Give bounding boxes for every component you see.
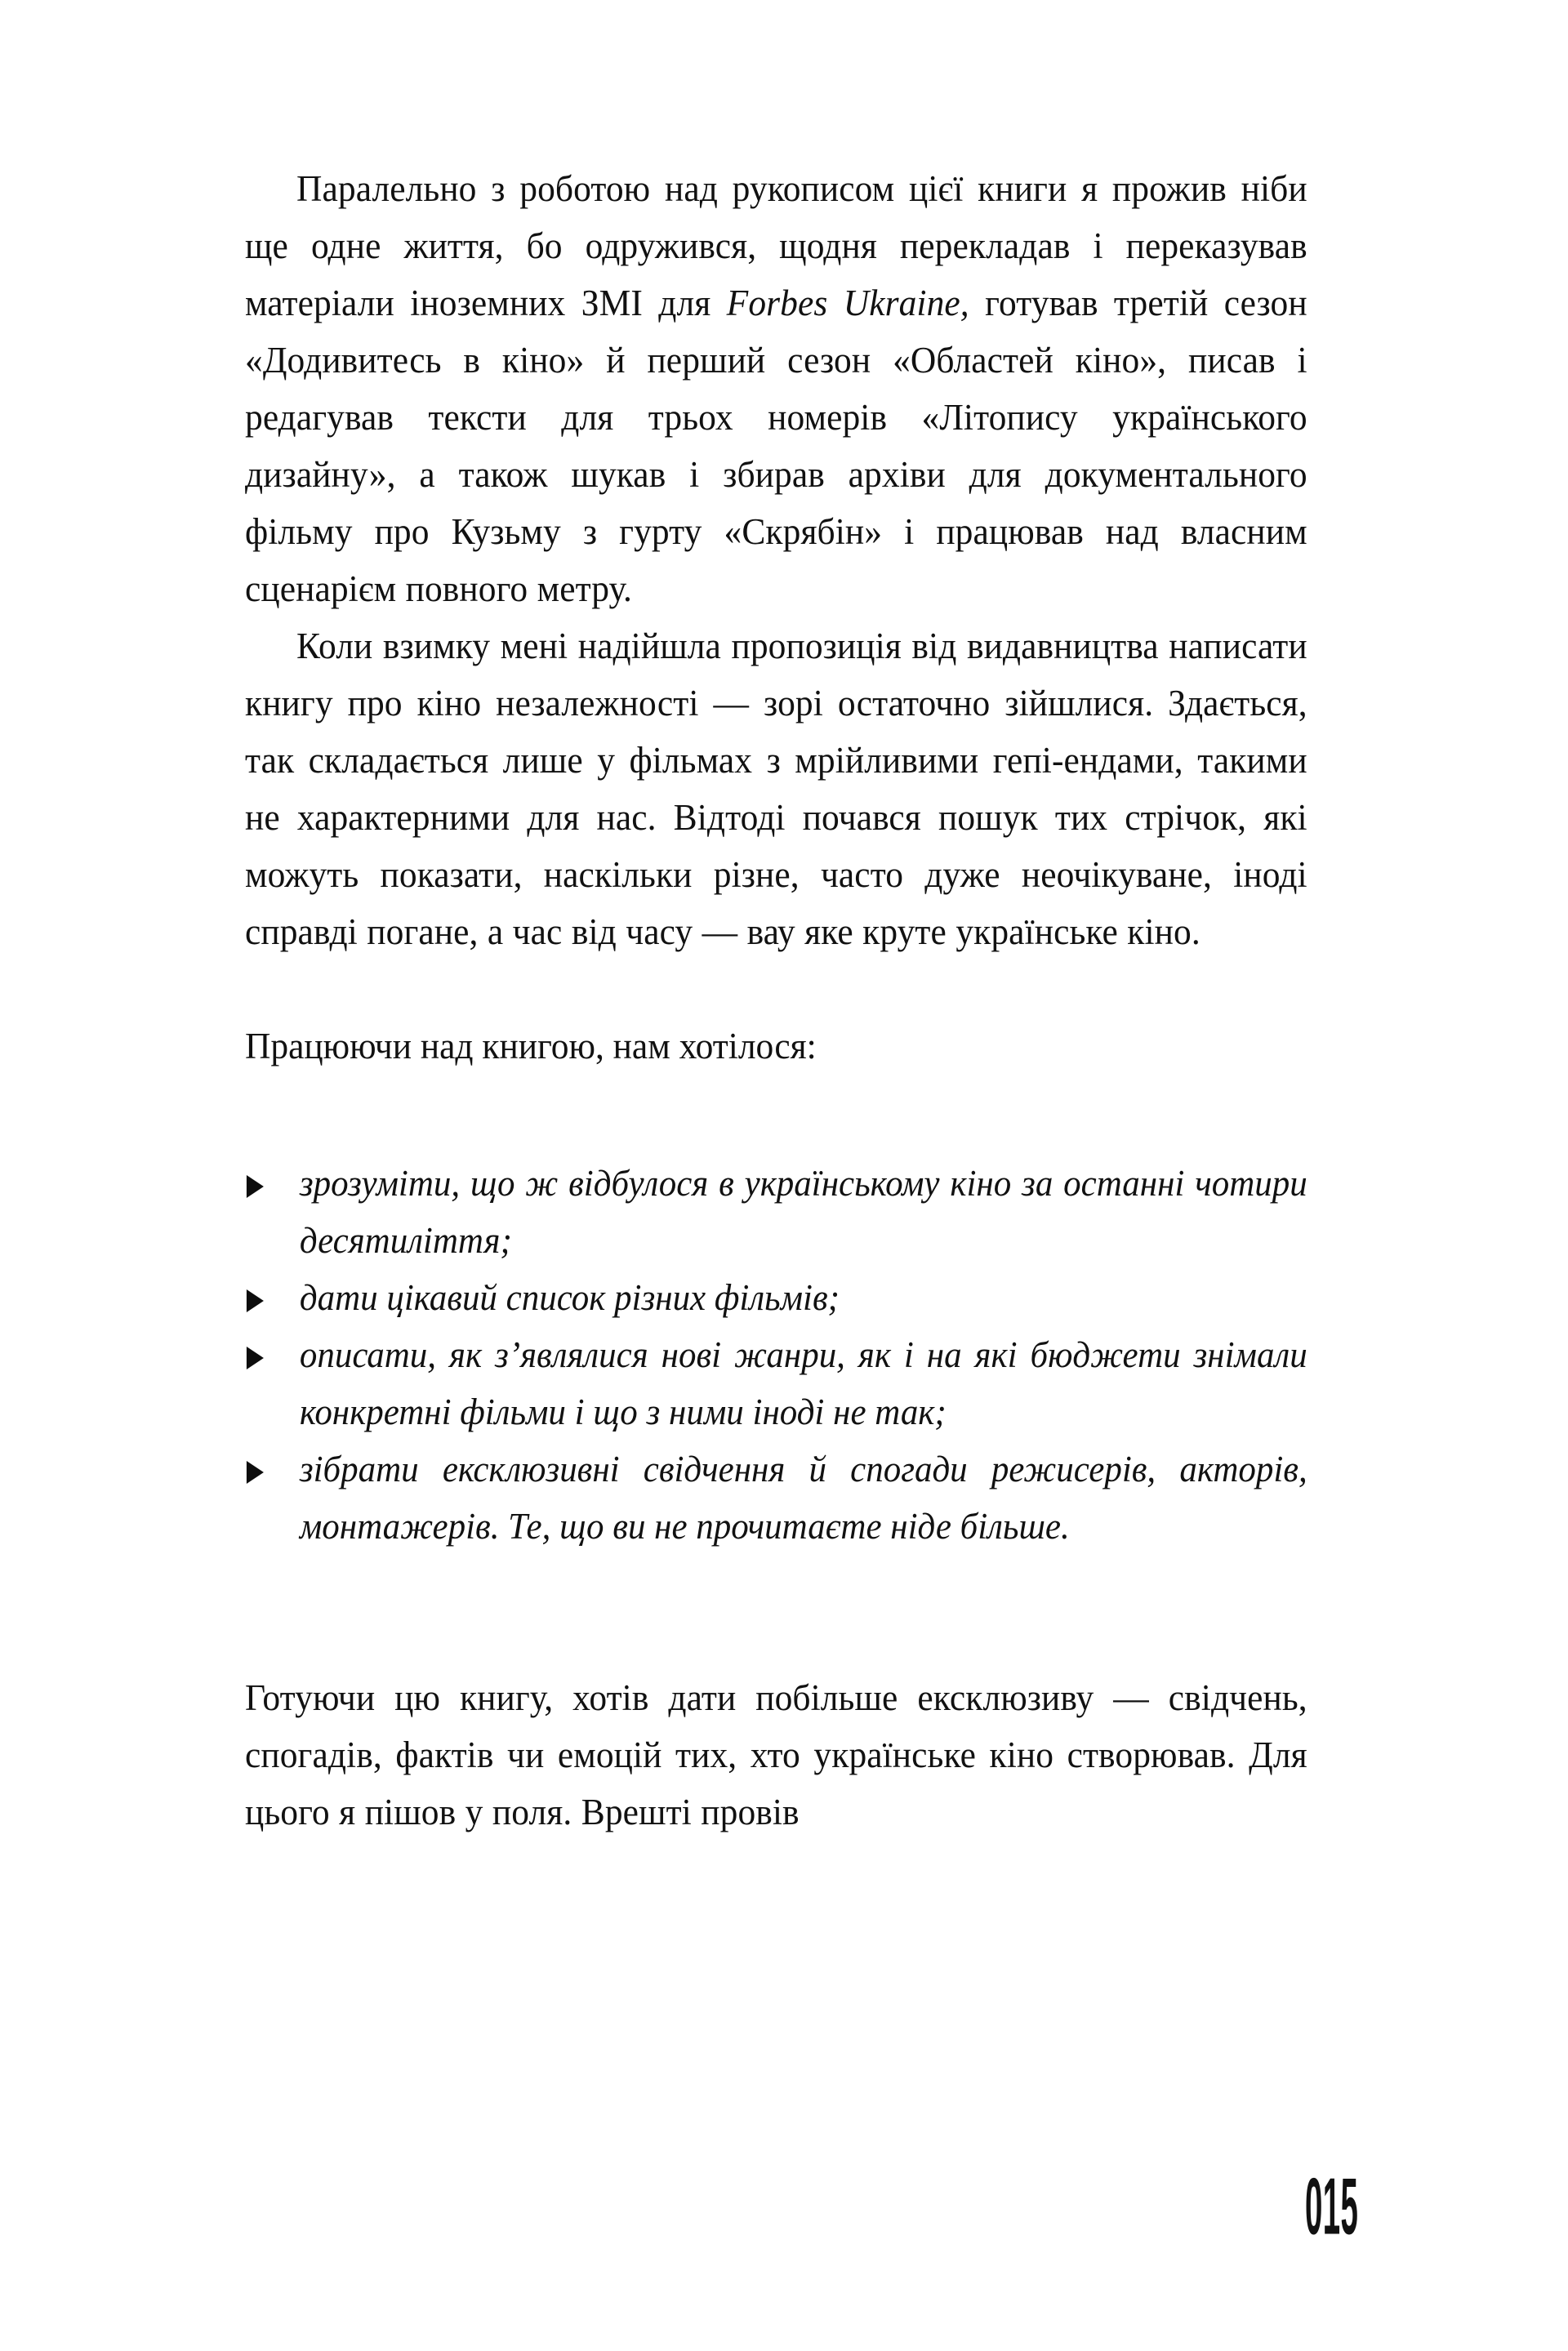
- spacer-after-list: [245, 1555, 1357, 1669]
- list-item: [245, 1440, 1307, 1555]
- paragraph-1-text-after-italic: готував третій сезон «Додивитесь в кіно» й перший сезон «Областей кіно», писав і редагував тексти для трьох номерів «Літопису українського дизайну», а також шукав і збирав архіви для документального фільму про Кузьму з гурту «Скрябін» і працював над власним сценарієм повного метру.: [245, 282, 1307, 609]
- right-triangle-bullet-icon: [245, 1440, 276, 1485]
- right-triangle-bullet-icon: [245, 1326, 276, 1370]
- paragraph-1-italic-title: Forbes Ukraine,: [726, 282, 969, 323]
- paragraph-1-text-before-italic: Паралельно з роботою над рукописом цієї книги я прожив ніби ще одне життя, бо одружився, щодня перекладав і переказував матеріали іноземних ЗМІ для: [245, 167, 1307, 323]
- list-item-label: дати цікавий список різних фільмів;: [299, 1277, 840, 1318]
- list-item-label: зібрати ексклюзивні свідчення й спогади режисерів, акторів, монтажерів. Те, що ви не прочитаєте ніде більше.: [299, 1449, 1307, 1547]
- text-column: [245, 160, 1357, 1841]
- list-item: [245, 1269, 1307, 1326]
- paragraph-2: Коли взимку мені надійшла пропозиція від видавництва написати книгу про кіно незалежності — зорі остаточно зійшлися. Здається, так складається лише у фільмах з мрійливими гепі-ендами, такими не характерними для нас. Відтоді почався пошук тих стрічок, які можуть показати, наскільки різне, часто дуже неочікуване, іноді справді погане, а час від часу — вау яке круте українське кіно.: [245, 625, 1307, 952]
- spacer-after-lead-in: [245, 1075, 1357, 1155]
- list-item-label: зрозуміти, що ж відбулося в українському кіно за останні чотири десятиліття;: [299, 1163, 1307, 1261]
- goals-bullet-list: [245, 1155, 1357, 1555]
- list-item: [245, 1155, 1307, 1269]
- spacer-after-paragraph-2: [245, 960, 1357, 1017]
- closing-paragraph: Готуючи цю книгу, хотів дати побільше ексклюзиву — свідчень, спогадів, фактів чи емоцій тих, хто українське кіно створював. Для цього я пішов у поля. Врешті провів: [245, 1676, 1307, 1832]
- right-triangle-bullet-icon: [245, 1155, 276, 1199]
- paragraph-1: [245, 160, 1307, 617]
- right-triangle-bullet-icon: [245, 1269, 276, 1313]
- page-number: 015: [1305, 2162, 1359, 2252]
- list-item-label: описати, як з’являлися нові жанри, як і на які бюджети знімали конкретні фільми і що з ними іноді не так;: [299, 1334, 1307, 1432]
- list-item: [245, 1326, 1307, 1440]
- list-lead-in-line: Працюючи над книгою, нам хотілося:: [245, 1025, 817, 1066]
